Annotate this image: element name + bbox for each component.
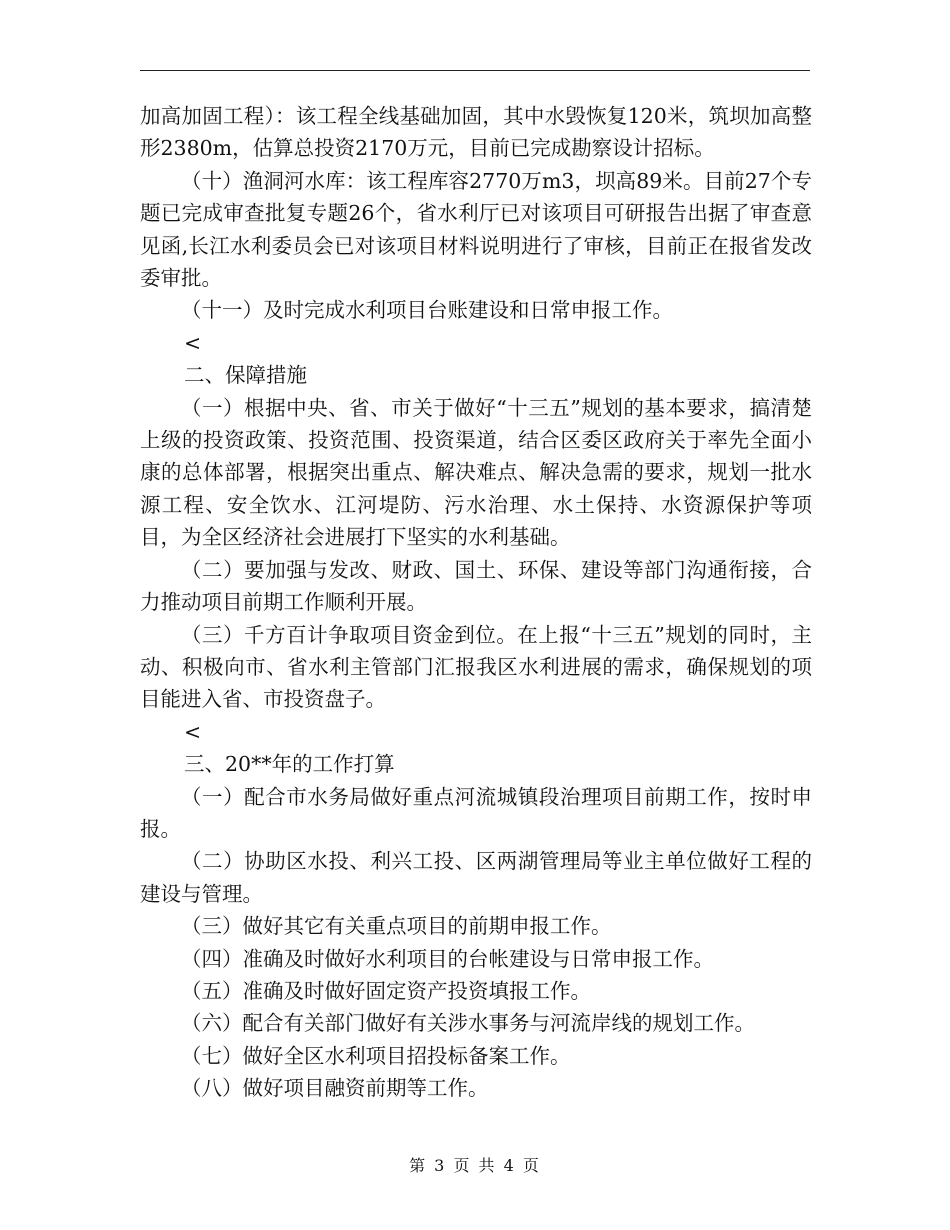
document-body [140,100,812,1105]
paragraph-11: （二）协助区水投、利兴工投、区两湖管理局等业主单位做好工程的建设与管理。 [140,849,812,906]
paragraph-3: （十一）及时完成水利项目台账建设和日常申报工作。 [181,298,673,323]
section-heading-2: 二、保障措施 [184,363,307,388]
paragraph-2: （十）渔洞河水库：该工程库容2770万m3，坝高89米。目前27个专题已完成审查批复专题26个，省水利厅已对该项目可研报告出据了审查意见函,长江水利委员会已对该项目材料说明进行了审核，目前正在报省发改委审批。 [140,168,812,291]
paragraph-13: （四）准确及时做好水利项目的台帐建设与日常申报工作。 [181,946,714,971]
paragraph-17: （八）做好项目融资前期等工作。 [181,1076,489,1101]
stray-mark: < [184,719,202,744]
paragraph-14: （五）准确及时做好固定资产投资填报工作。 [181,978,591,1003]
paragraph-15: （六）配合有关部门做好有关涉水事务与河流岸线的规划工作。 [181,1011,755,1036]
paragraph-5: （一）根据中央、省、市关于做好“十三五”规划的基本要求，搞清楚上级的投资政策、投资范围、投资渠道，结合区委区政府关于率先全面小康的总体部署，根据突出重点、解决难点、解决急需的要求，规划一批水源工程、安全饮水、江河堤防、污水治理、水土保持、水资源保护等项目，为全区经济社会进展打下坚实的水利基础。 [140,395,812,550]
section-heading-3: 三、20**年的工作打算 [184,752,395,777]
stray-mark: < [184,330,202,355]
paragraph-6: （二）要加强与发改、财政、国土、环保、建设等部门沟通衔接，合力推动项目前期工作顺利开展。 [140,557,812,615]
header-rule [140,70,810,71]
paragraph-1: 加高加固工程）：该工程全线基础加固，其中水毁恢复120米，筑坝加高整形2380m，估算总投资2170万元，目前已完成勘察设计招标。 [140,104,812,161]
paragraph-7: （三）千方百计争取项目资金到位。在上报“十三五”规划的同时，主动、积极向市、省水利主管部门汇报我区水利进展的需求，确保规划的项目能进入省、市投资盘子。 [140,622,812,712]
paragraph-16: （七）做好全区水利项目招投标备案工作。 [181,1043,571,1068]
paragraph-10: （一）配合市水务局做好重点河流城镇段治理项目前期工作，按时申报。 [140,784,812,841]
page-number: 第 3 页 共 4 页 [409,1156,541,1175]
paragraph-12: （三）做好其它有关重点项目的前期申报工作。 [181,914,612,939]
